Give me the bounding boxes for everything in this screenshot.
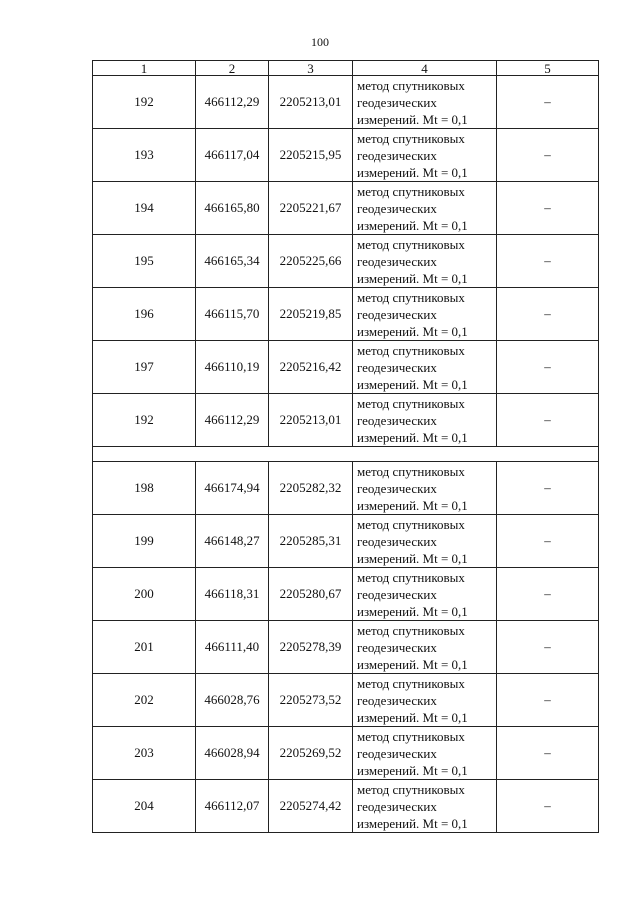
header-col-4: 4: [353, 61, 497, 76]
table-row: [93, 341, 599, 394]
method-line-1: метод спутниковых: [357, 675, 465, 691]
method-cell: [353, 568, 497, 621]
point-number: 193: [93, 129, 196, 182]
method-cell: [353, 462, 497, 515]
method-line-3: измерений. Mt = 0,1: [357, 762, 468, 778]
table-row: [93, 235, 599, 288]
point-number: 198: [93, 462, 196, 515]
coord-x: 466112,29: [196, 394, 269, 447]
point-number: 192: [93, 76, 196, 129]
table-row: [93, 568, 599, 621]
col5-value: –: [497, 288, 599, 341]
method-line-2: геодезических: [357, 692, 437, 708]
table-row: [93, 727, 599, 780]
coord-y: 2205269,52: [269, 727, 353, 780]
method-line-1: метод спутниковых: [357, 395, 465, 411]
col5-value: –: [497, 674, 599, 727]
col5-value: –: [497, 341, 599, 394]
col5-value: –: [497, 621, 599, 674]
table-row: [93, 462, 599, 515]
point-number: 195: [93, 235, 196, 288]
method-line-3: измерений. Mt = 0,1: [357, 497, 468, 513]
point-number: 199: [93, 515, 196, 568]
col5-value: –: [497, 727, 599, 780]
method-line-1: метод спутниковых: [357, 77, 465, 93]
method-line-1: метод спутниковых: [357, 516, 465, 532]
method-cell: [353, 780, 497, 833]
method-line-1: метод спутниковых: [357, 289, 465, 305]
col5-value: –: [497, 515, 599, 568]
coord-x: 466112,29: [196, 76, 269, 129]
method-line-3: измерений. Mt = 0,1: [357, 815, 468, 831]
col5-value: –: [497, 235, 599, 288]
method-cell: [353, 621, 497, 674]
table-row: [93, 515, 599, 568]
col5-value: –: [497, 129, 599, 182]
group-separator-cell: [93, 447, 599, 462]
coord-y: 2205273,52: [269, 674, 353, 727]
point-number: 203: [93, 727, 196, 780]
method-line-2: геодезических: [357, 359, 437, 375]
method-line-1: метод спутниковых: [357, 130, 465, 146]
col5-value: –: [497, 780, 599, 833]
point-number: 197: [93, 341, 196, 394]
point-number: 200: [93, 568, 196, 621]
table-row: [93, 76, 599, 129]
method-line-1: метод спутниковых: [357, 569, 465, 585]
point-number: 194: [93, 182, 196, 235]
method-line-2: геодезических: [357, 745, 437, 761]
coord-x: 466028,94: [196, 727, 269, 780]
method-line-1: метод спутниковых: [357, 622, 465, 638]
coord-y: 2205278,39: [269, 621, 353, 674]
method-cell: [353, 76, 497, 129]
method-line-2: геодезических: [357, 412, 437, 428]
table-row: [93, 129, 599, 182]
method-line-1: метод спутниковых: [357, 463, 465, 479]
method-line-2: геодезических: [357, 306, 437, 322]
method-line-3: измерений. Mt = 0,1: [357, 323, 468, 339]
method-line-3: измерений. Mt = 0,1: [357, 111, 468, 127]
method-line-2: геодезических: [357, 253, 437, 269]
coord-y: 2205216,42: [269, 341, 353, 394]
table-row: [93, 394, 599, 447]
method-line-1: метод спутниковых: [357, 342, 465, 358]
method-line-2: геодезических: [357, 200, 437, 216]
method-line-3: измерений. Mt = 0,1: [357, 656, 468, 672]
method-line-3: измерений. Mt = 0,1: [357, 550, 468, 566]
col5-value: –: [497, 568, 599, 621]
method-cell: [353, 288, 497, 341]
table-header-row: [93, 61, 599, 76]
page-number: 100: [311, 35, 329, 49]
col5-value: –: [497, 462, 599, 515]
method-line-3: измерений. Mt = 0,1: [357, 376, 468, 392]
method-cell: [353, 235, 497, 288]
point-number: 192: [93, 394, 196, 447]
coord-y: 2205280,67: [269, 568, 353, 621]
point-number: 196: [93, 288, 196, 341]
method-line-2: геодезических: [357, 94, 437, 110]
method-line-3: измерений. Mt = 0,1: [357, 709, 468, 725]
method-line-1: метод спутниковых: [357, 183, 465, 199]
method-line-3: измерений. Mt = 0,1: [357, 164, 468, 180]
coord-y: 2205285,31: [269, 515, 353, 568]
coordinates-table: [92, 60, 599, 833]
coord-y: 2205274,42: [269, 780, 353, 833]
method-line-2: геодезических: [357, 798, 437, 814]
method-cell: [353, 341, 497, 394]
header-col-5: 5: [497, 61, 599, 76]
point-number: 201: [93, 621, 196, 674]
method-line-1: метод спутниковых: [357, 728, 465, 744]
method-line-2: геодезических: [357, 533, 437, 549]
method-line-3: измерений. Mt = 0,1: [357, 217, 468, 233]
coord-y: 2205215,95: [269, 129, 353, 182]
coord-y: 2205219,85: [269, 288, 353, 341]
method-cell: [353, 182, 497, 235]
table-row: [93, 288, 599, 341]
method-cell: [353, 674, 497, 727]
coord-x: 466110,19: [196, 341, 269, 394]
method-line-1: метод спутниковых: [357, 236, 465, 252]
coord-y: 2205213,01: [269, 76, 353, 129]
coord-y: 2205282,32: [269, 462, 353, 515]
method-line-3: измерений. Mt = 0,1: [357, 270, 468, 286]
method-line-2: геодезических: [357, 480, 437, 496]
table-row: [93, 621, 599, 674]
method-cell: [353, 515, 497, 568]
method-line-2: геодезических: [357, 586, 437, 602]
method-cell: [353, 727, 497, 780]
coord-x: 466165,34: [196, 235, 269, 288]
method-line-2: геодезических: [357, 639, 437, 655]
table-row: [93, 674, 599, 727]
point-number: 202: [93, 674, 196, 727]
coord-x: 466165,80: [196, 182, 269, 235]
coord-x: 466148,27: [196, 515, 269, 568]
method-line-3: измерений. Mt = 0,1: [357, 429, 468, 445]
col5-value: –: [497, 394, 599, 447]
coord-x: 466174,94: [196, 462, 269, 515]
header-col-2: 2: [196, 61, 269, 76]
method-cell: [353, 129, 497, 182]
coord-x: 466118,31: [196, 568, 269, 621]
coord-y: 2205213,01: [269, 394, 353, 447]
header-col-1: 1: [93, 61, 196, 76]
table-row: [93, 780, 599, 833]
coord-y: 2205221,67: [269, 182, 353, 235]
coord-x: 466111,40: [196, 621, 269, 674]
method-line-1: метод спутниковых: [357, 781, 465, 797]
col5-value: –: [497, 182, 599, 235]
point-number: 204: [93, 780, 196, 833]
coord-x: 466115,70: [196, 288, 269, 341]
coord-x: 466112,07: [196, 780, 269, 833]
coord-x: 466028,76: [196, 674, 269, 727]
header-col-3: 3: [269, 61, 353, 76]
coord-x: 466117,04: [196, 129, 269, 182]
table-row: [93, 182, 599, 235]
col5-value: –: [497, 76, 599, 129]
method-line-2: геодезических: [357, 147, 437, 163]
method-cell: [353, 394, 497, 447]
method-line-3: измерений. Mt = 0,1: [357, 603, 468, 619]
coord-y: 2205225,66: [269, 235, 353, 288]
group-separator-row: [93, 447, 599, 462]
